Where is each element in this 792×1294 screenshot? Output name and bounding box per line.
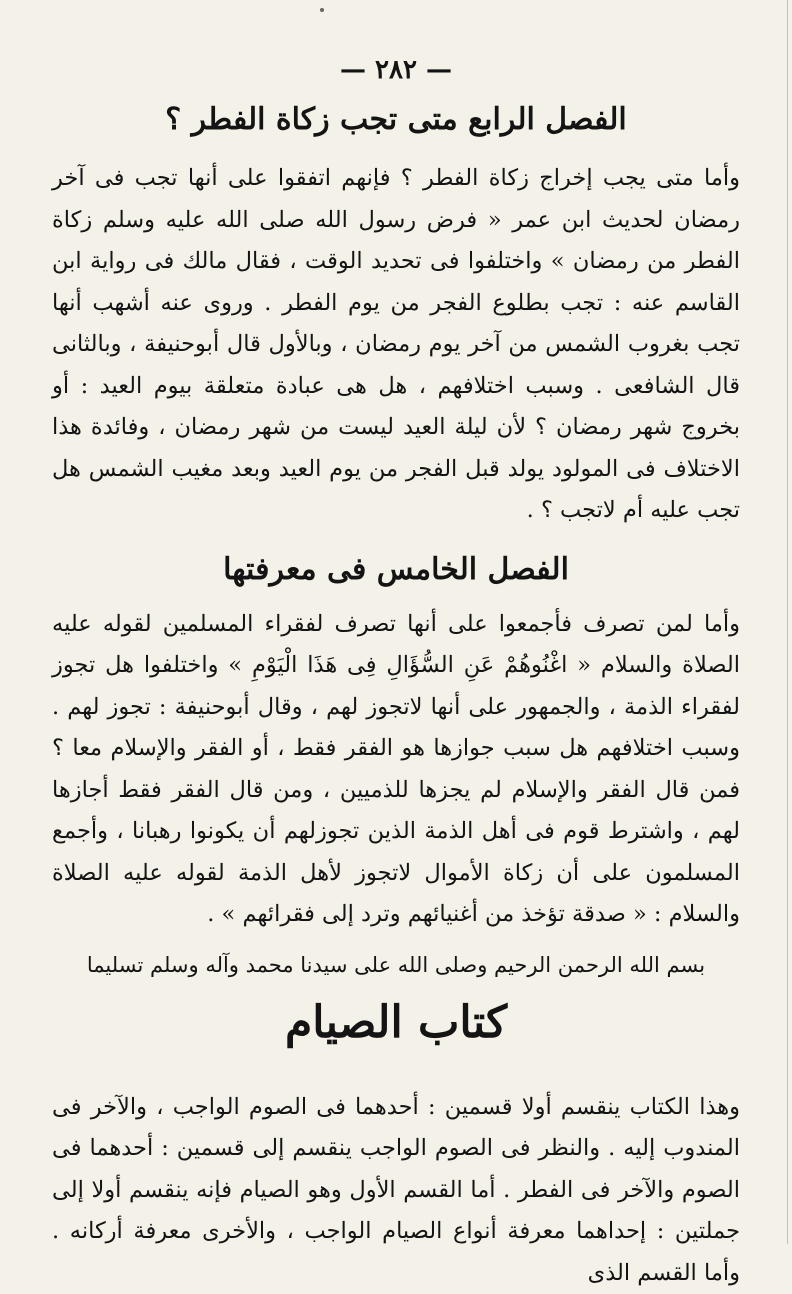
book-title: كتاب الصيام	[284, 996, 508, 1048]
basmala: بسم الله الرحمن الرحيم وصلى الله على سيدنا محمد وآله وسلم تسليما	[86, 952, 706, 977]
scan-edge-mark	[787, 0, 788, 1244]
page-number: — ٢٨٢ —	[339, 55, 453, 85]
section-four-heading: الفصل الرابع متى تجب زكاة الفطر ؟	[165, 102, 627, 137]
scan-speck	[320, 8, 324, 12]
section-five-heading: الفصل الخامس فى معرفتها	[223, 551, 569, 587]
section-four-paragraph: وأما متى يجب إخراج زكاة الفطر ؟ فإنهم اتفقوا على أنها تجب فى آخر رمضان لحديث ابن عمر « فرض رسول الله صلى الله عليه وسلم زكاة الفطر من رمضان » واختلفوا فى تحديد الوقت ، فقال مالك فى رواية ابن القاسم عنه : تجب بطلوع الفجر من يوم الفطر . وروى عنه أشهب أنها تجب بغروب الشمس من آخر يوم رمضان ، وبالأول قال أبوحنيفة ، وبالثانى قال الشافعى . وسبب اختلافهم ، هل هى عبادة متعلقة بيوم العيد : أو بخروج شهر رمضان ؟ لأن ليلة العيد ليست من شهر رمضان ، وفائدة هذا الاختلاف فى المولود يولد قبل الفجر من يوم العيد وبعد مغيب الشمس هل تجب عليه أم لاتجب ؟ .	[52, 165, 740, 523]
book-intro-paragraph: وهذا الكتاب ينقسم أولا قسمين : أحدهما فى الصوم الواجب ، والآخر فى المندوب إليه . والنظر فى الصوم الواجب ينقسم إلى قسمين : أحدهما فى الصوم والآخر فى الفطر . أما القسم الأول وهو الصيام فإنه ينقسم أولا إلى جملتين : إحداهما معرفة أنواع الصيام الواجب ، والأخرى معرفة أركانه . وأما القسم الذى	[52, 1093, 740, 1286]
section-five-paragraph: وأما لمن تصرف فأجمعوا على أنها تصرف لفقراء المسلمين لقوله عليه الصلاة والسلام « اغْنُوهُمْ عَنِ السُّؤَالِ فِى هَذَا الْيَوْمِ » واختلفوا هل تجوز لفقراء الذمة ، والجمهور على أنها لاتجوز لهم ، وقال أبوحنيفة : تجوز لهم . وسبب اختلافهم هل سبب جوازها هو الفقر فقط ، أو الفقر والإسلام معا ؟ فمن قال الفقر والإسلام لم يجزها للذميين ، ومن قال الفقر فقط أجازها لهم ، واشترط قوم فى أهل الذمة الذين تجوزلهم أن يكونوا رهبانا ، وأجمع المسلمون على أن زكاة الأموال لاتجوز لأهل الذمة لقوله عليه الصلاة والسلام : « صدقة تؤخذ من أغنيائهم وترد إلى فقرائهم » .	[52, 610, 740, 927]
